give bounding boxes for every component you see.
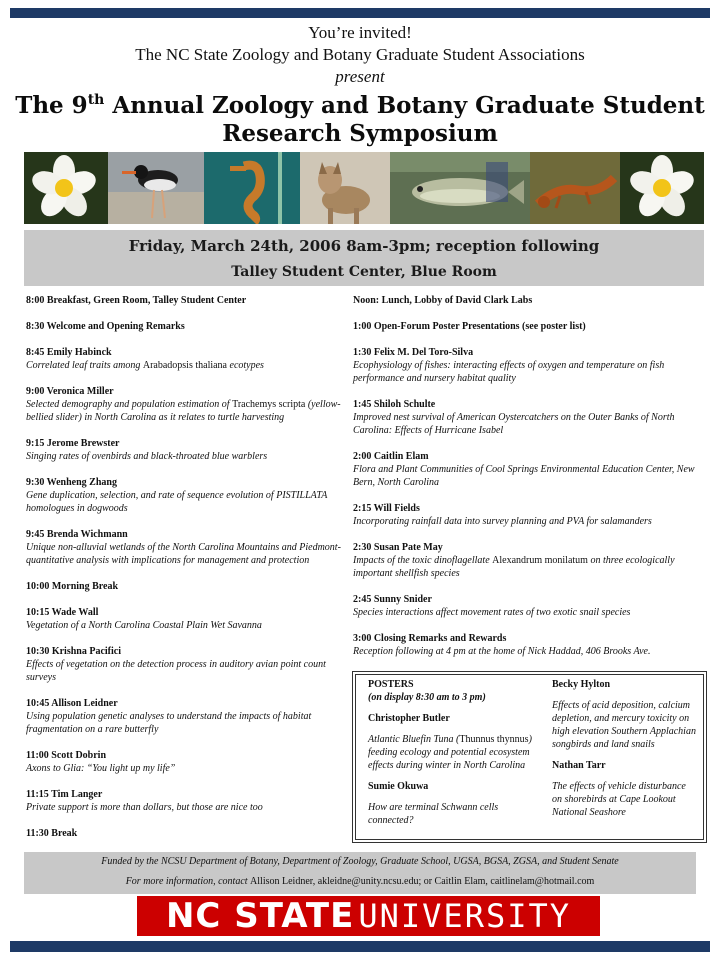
- seahorse-photo: [204, 152, 300, 224]
- event-location: Talley Student Center, Blue Room: [231, 264, 497, 280]
- title-line2: Research Symposium: [222, 120, 498, 147]
- schedule-entry: [26, 827, 342, 840]
- desc-part: Impacts of the toxic dinoflagellate: [353, 555, 493, 566]
- hosts-line: The NC State Zoology and Botany Graduate Student Associations: [135, 45, 585, 64]
- entry-title: 9:45 Brenda Wichmann: [26, 529, 128, 540]
- title-pre: The 9: [15, 92, 88, 119]
- funding-band: [24, 852, 696, 894]
- entry-title: 2:45 Sunny Snider: [353, 594, 432, 605]
- entry-title: 10:00 Morning Break: [26, 581, 119, 592]
- species-name: Alexandrum monilatum: [492, 555, 588, 566]
- desc-part: ) feeding ecology and potential ecosystem effects during winter in North Carolina: [368, 734, 532, 771]
- species-name: Trachemys scripta: [232, 399, 306, 410]
- posters-column-left: [368, 678, 538, 827]
- top-navy-bar: [10, 8, 710, 18]
- schedule-entry: [353, 294, 703, 307]
- contact-prefix: For more information, contact: [125, 876, 251, 887]
- desc-part: Atlantic Bluefin Tuna (: [368, 734, 460, 745]
- entry-title: 8:45 Emily Habinck: [26, 347, 112, 358]
- schedule-left-column: [26, 294, 342, 853]
- bottom-navy-bar: [10, 941, 710, 952]
- schedule-entry: [26, 645, 342, 684]
- schedule-entry: [26, 320, 342, 333]
- entry-description: [353, 554, 703, 580]
- entry-title: 9:00 Veronica Miller: [26, 386, 114, 397]
- entry-title: Noon: Lunch, Lobby of David Clark Labs: [353, 295, 533, 306]
- desc-part: Selected demography and population estimation of: [26, 399, 233, 410]
- entry-description: [26, 398, 342, 424]
- entry-description: Using population genetic analyses to understand the impacts of habitat fragmentation on a rare butterfly: [26, 711, 312, 735]
- schedule-right-column: [353, 294, 703, 671]
- header: [0, 22, 720, 148]
- entry-description: Effects of vegetation on the detection process in auditory avian point count surveys: [26, 659, 326, 683]
- species-name: Arabadopsis thaliana: [142, 360, 227, 371]
- entry-title: 8:30 Welcome and Opening Remarks: [26, 321, 185, 332]
- entry-description: Incorporating rainfall data into survey planning and PVA for salamanders: [353, 516, 652, 527]
- entry-description: Unique non-alluvial wetlands of the North Carolina Mountains and Piedmont-quantitative analysis with implications for management and protection: [26, 542, 341, 566]
- contact-info: [24, 872, 696, 892]
- desc-part: ecotypes: [227, 360, 264, 371]
- entry-description: Improved nest survival of American Oystercatchers on the Outer Banks of North Carolina: Effects of Hurricane Isabel: [353, 412, 675, 436]
- posters-box: [352, 671, 707, 843]
- poster-description: The effects of vehicle disturbance on shorebirds at Cape Lookout National Seashore: [552, 781, 686, 818]
- schedule-entry: [353, 398, 703, 437]
- schedule-entry: [26, 580, 342, 593]
- photo-banner: [24, 152, 704, 224]
- schedule-entry: [26, 385, 342, 424]
- entry-title: 9:30 Wenheng Zhang: [26, 477, 117, 488]
- entry-title: 1:45 Shiloh Schulte: [353, 399, 436, 410]
- schedule-entry: [353, 320, 703, 333]
- poster-description: Effects of acid deposition, calcium depletion, and mercury toxicity on high elevation Southern Applachian songbirds and land snails: [552, 700, 696, 750]
- poster-description: How are terminal Schwann cells connected?: [368, 802, 499, 826]
- schedule-entry: [26, 697, 342, 736]
- schedule-entry: [353, 541, 703, 580]
- entry-title: 9:15 Jerome Brewster: [26, 438, 120, 449]
- posters-subheading: (on display 8:30 am to 3 pm): [368, 692, 486, 703]
- species-name: Thunnus thynnus: [459, 734, 529, 745]
- entry-title: 2:00 Caitlin Elam: [353, 451, 429, 462]
- schedule-entry: [26, 346, 342, 372]
- entry-title: 10:30 Krishna Pacifici: [26, 646, 121, 657]
- funding-text: Funded by the NCSU Department of Botany, Department of Zoology, Graduate School, UGSA, BGSA, ZGSA, and Student Senate: [101, 856, 619, 867]
- poster-description: [368, 733, 538, 772]
- entry-description: Axons to Glia: “You light up my life”: [26, 763, 176, 774]
- poster-presenter-name: Christopher Butler: [368, 713, 450, 724]
- posters-heading: POSTERS: [368, 679, 414, 690]
- poster-presenter-name: Sumie Okuwa: [368, 781, 429, 792]
- bird-photo: [108, 152, 204, 224]
- entry-title: 11:00 Scott Dobrin: [26, 750, 106, 761]
- salamander-photo: [530, 152, 620, 224]
- entry-title: 10:15 Wade Wall: [26, 607, 99, 618]
- entry-description: Reception following at 4 pm at the home of Nick Haddad, 406 Brooks Ave.: [353, 646, 651, 657]
- entry-description: Ecophysiology of fishes: interacting effects of oxygen and temperature on fish performance and nursery habitat quality: [353, 360, 665, 384]
- entry-description: Flora and Plant Communities of Cool Springs Environmental Education Center, New Bern, North Carolina: [353, 464, 695, 488]
- entry-description: [26, 359, 342, 372]
- entry-title: 11:30 Break: [26, 828, 78, 839]
- entry-title: 3:00 Closing Remarks and Rewards: [353, 633, 507, 644]
- schedule-entry: [353, 632, 703, 658]
- schedule-entry: [26, 528, 342, 567]
- contact-details: Allison Leidner, akleidne@unity.ncsu.edu; or Caitlin Elam, caitlinelam@hotmail.com: [250, 876, 595, 887]
- flower-icon: [24, 152, 108, 224]
- logo-word-ncstate: NC STATE: [165, 896, 355, 936]
- entry-title: 10:45 Allison Leidner: [26, 698, 118, 709]
- page-title: [0, 92, 720, 148]
- coyote-photo: [300, 152, 390, 224]
- entry-title: 8:00 Breakfast, Green Room, Talley Student Center: [26, 295, 247, 306]
- fish-photo: [390, 152, 530, 224]
- entry-description: Private support is more than dollars, but those are nice too: [26, 802, 263, 813]
- desc-part: Correlated leaf traits among: [26, 360, 143, 371]
- schedule-entry: [353, 502, 703, 528]
- logo-word-university: UNIVERSITY: [358, 897, 572, 935]
- entry-title: 1:30 Felix M. Del Toro-Silva: [353, 347, 474, 358]
- schedule-entry: [26, 749, 342, 775]
- schedule-entry: [26, 476, 342, 515]
- entry-title: 11:15 Tim Langer: [26, 789, 103, 800]
- entry-title: 1:00 Open-Forum Poster Presentations (see poster list): [353, 321, 586, 332]
- entry-title: 2:30 Susan Pate May: [353, 542, 443, 553]
- invite-line: You’re invited!: [308, 23, 412, 42]
- entry-description: Gene duplication, selection, and rate of sequence evolution of PISTILLATA homologues in dogwoods: [26, 490, 328, 514]
- schedule-entry: [26, 294, 342, 307]
- ncsu-logo: [137, 896, 600, 936]
- desc-part: on three ecologically important shellfish species: [353, 555, 675, 579]
- poster-presenter-name: Becky Hylton: [552, 679, 611, 690]
- present-line: present: [335, 67, 385, 86]
- schedule-entry: [26, 437, 342, 463]
- posters-column-right: [552, 678, 697, 819]
- event-date: Friday, March 24th, 2006 8am-3pm; reception following: [128, 237, 600, 255]
- schedule-entry: [353, 593, 703, 619]
- poster-presenter-name: Nathan Tarr: [552, 760, 606, 771]
- entry-title: 2:15 Will Fields: [353, 503, 420, 514]
- title-line1-rest: Annual Zoology and Botany Graduate Student: [104, 92, 705, 119]
- entry-description: Singing rates of ovenbirds and black-throated blue warblers: [26, 451, 268, 462]
- entry-description: Species interactions affect movement rates of two exotic snail species: [353, 607, 631, 618]
- entry-description: Vegetation of a North Carolina Coastal Plain Wet Savanna: [26, 620, 262, 631]
- event-info-band: [24, 230, 704, 286]
- schedule-entry: [353, 450, 703, 489]
- flower-icon: [620, 152, 704, 224]
- schedule-entry: [353, 346, 703, 385]
- title-sup: th: [87, 92, 105, 108]
- desc-part: (yellow-bellied slider) in North Carolina as it relates to turtle harvesting: [26, 399, 341, 423]
- schedule-entry: [26, 606, 342, 632]
- schedule-entry: [26, 788, 342, 814]
